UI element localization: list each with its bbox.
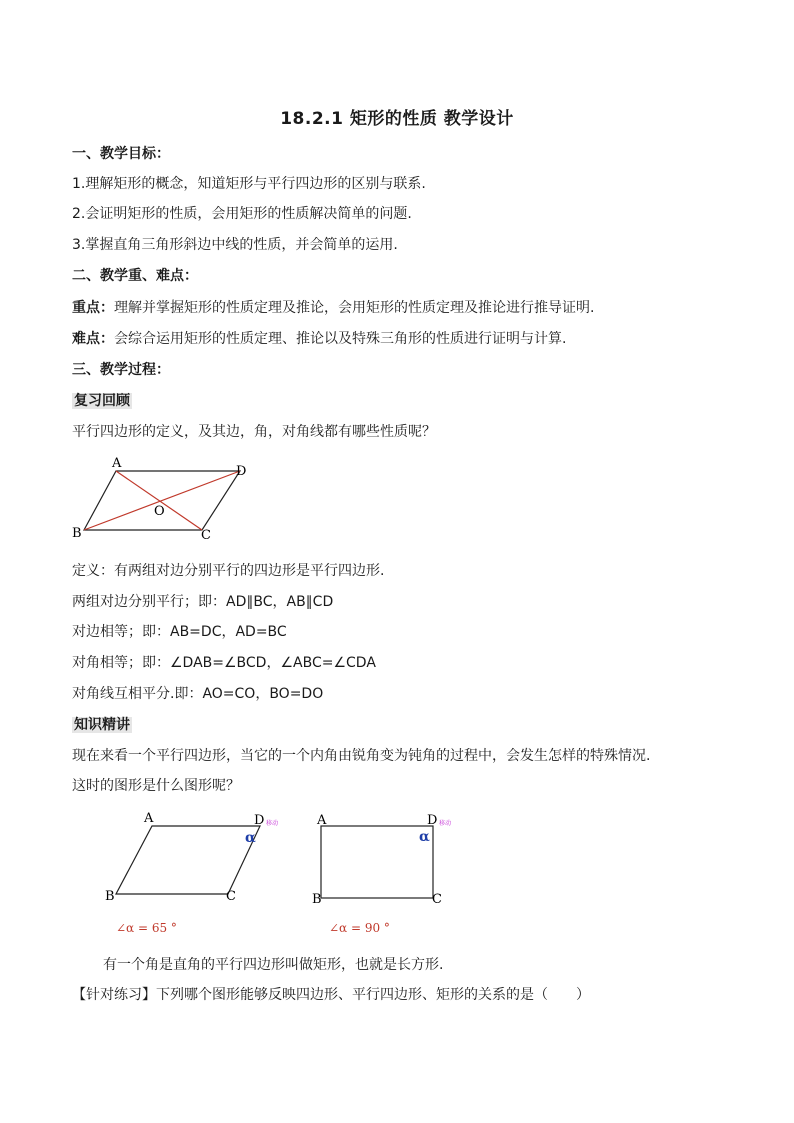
vertex-label-b: B [72,526,82,541]
parallelogram-alpha-figure [100,808,300,940]
diagonal-bd [84,471,240,530]
alpha-label: α [419,829,430,845]
knowledge-question: 这时的图形是什么图形呢？ [72,778,240,794]
objective-item: 3.掌握直角三角形斜边中线的性质，并会简单的运用. [72,237,398,253]
parallelogram-definition: 定义：有两组对边分别平行的四边形是平行四边形. [72,563,385,579]
difficult-point-line [72,329,566,349]
rectangle-definition: 有一个角是直角的平行四边形叫做矩形，也就是长方形. [103,957,444,973]
review-tag-line [72,391,132,411]
objective-item: 2.会证明矩形的性质，会用矩形的性质解决简单的问题. [72,206,412,222]
knowledge-text: 现在来看一个平行四边形，当它的一个内角由锐角变为钝角的过程中，会发生怎样的特殊情况. [72,748,651,764]
vertex-label-c: C [432,892,442,907]
vertex-label-d: D [427,813,438,828]
key-point-line [72,298,594,318]
angle-value-label: ∠α = 90 ° [329,921,390,935]
key-text: 理解并掌握矩形的性质定理及推论，会用矩形的性质定理及推论进行推导证明. [114,300,595,316]
rectangle-outline [321,826,433,898]
vertex-label-b: B [105,889,115,904]
vertex-label-b: B [312,892,322,907]
practice-question: 【针对练习】下列哪个图形能够反映四边形、平行四边形、矩形的关系的是（ ） [72,987,590,1003]
key-label: 重点： [72,300,114,316]
vertex-label-c: C [201,528,211,543]
difficult-text: 会综合运用矩形的性质定理、推论以及特殊三角形的性质进行证明与计算. [114,331,567,347]
alpha-label: α [245,830,256,846]
difficult-label: 难点： [72,331,114,347]
page-title: 18.2.1 矩形的性质 教学设计 [280,109,514,129]
move-handle-label: 移动 [439,820,452,827]
move-handle-label: 移动 [266,820,279,827]
angle-value-label: ∠α = 65 ° [116,921,177,935]
objectives-heading: 一、教学目标： [72,146,170,162]
parallelogram-figure [70,455,260,545]
process-heading: 三、教学过程： [72,362,170,378]
property-line: 两组对边分别平行；即：AD∥BC，AB∥CD [72,594,334,610]
review-question: 平行四边形的定义，及其边，角，对角线都有哪些性质呢？ [72,424,436,440]
rectangle-alpha-figure [305,808,485,940]
center-label-o: O [154,504,165,519]
diagonal-ac [116,471,202,530]
vertex-label-c: C [226,889,236,904]
knowledge-tag: 知识精讲 [74,717,130,733]
vertex-label-d: D [254,813,265,828]
vertex-label-d: D [236,464,247,479]
knowledge-tag-line [72,715,132,735]
property-line: 对角线互相平分.即：AO=CO，BO=DO [72,686,324,702]
vertex-label-a: A [144,811,154,826]
vertex-label-a: A [317,813,327,828]
parallelogram-outline [116,826,260,894]
property-line: 对角相等；即：∠DAB=∠BCD，∠ABC=∠CDA [72,655,376,671]
property-line: 对边相等；即：AB=DC，AD=BC [72,624,287,640]
key-points-heading: 二、教学重、难点： [72,268,198,284]
review-tag: 复习回顾 [74,393,130,409]
vertex-label-a: A [112,456,122,471]
objective-item: 1.理解矩形的概念，知道矩形与平行四边形的区别与联系. [72,176,426,192]
